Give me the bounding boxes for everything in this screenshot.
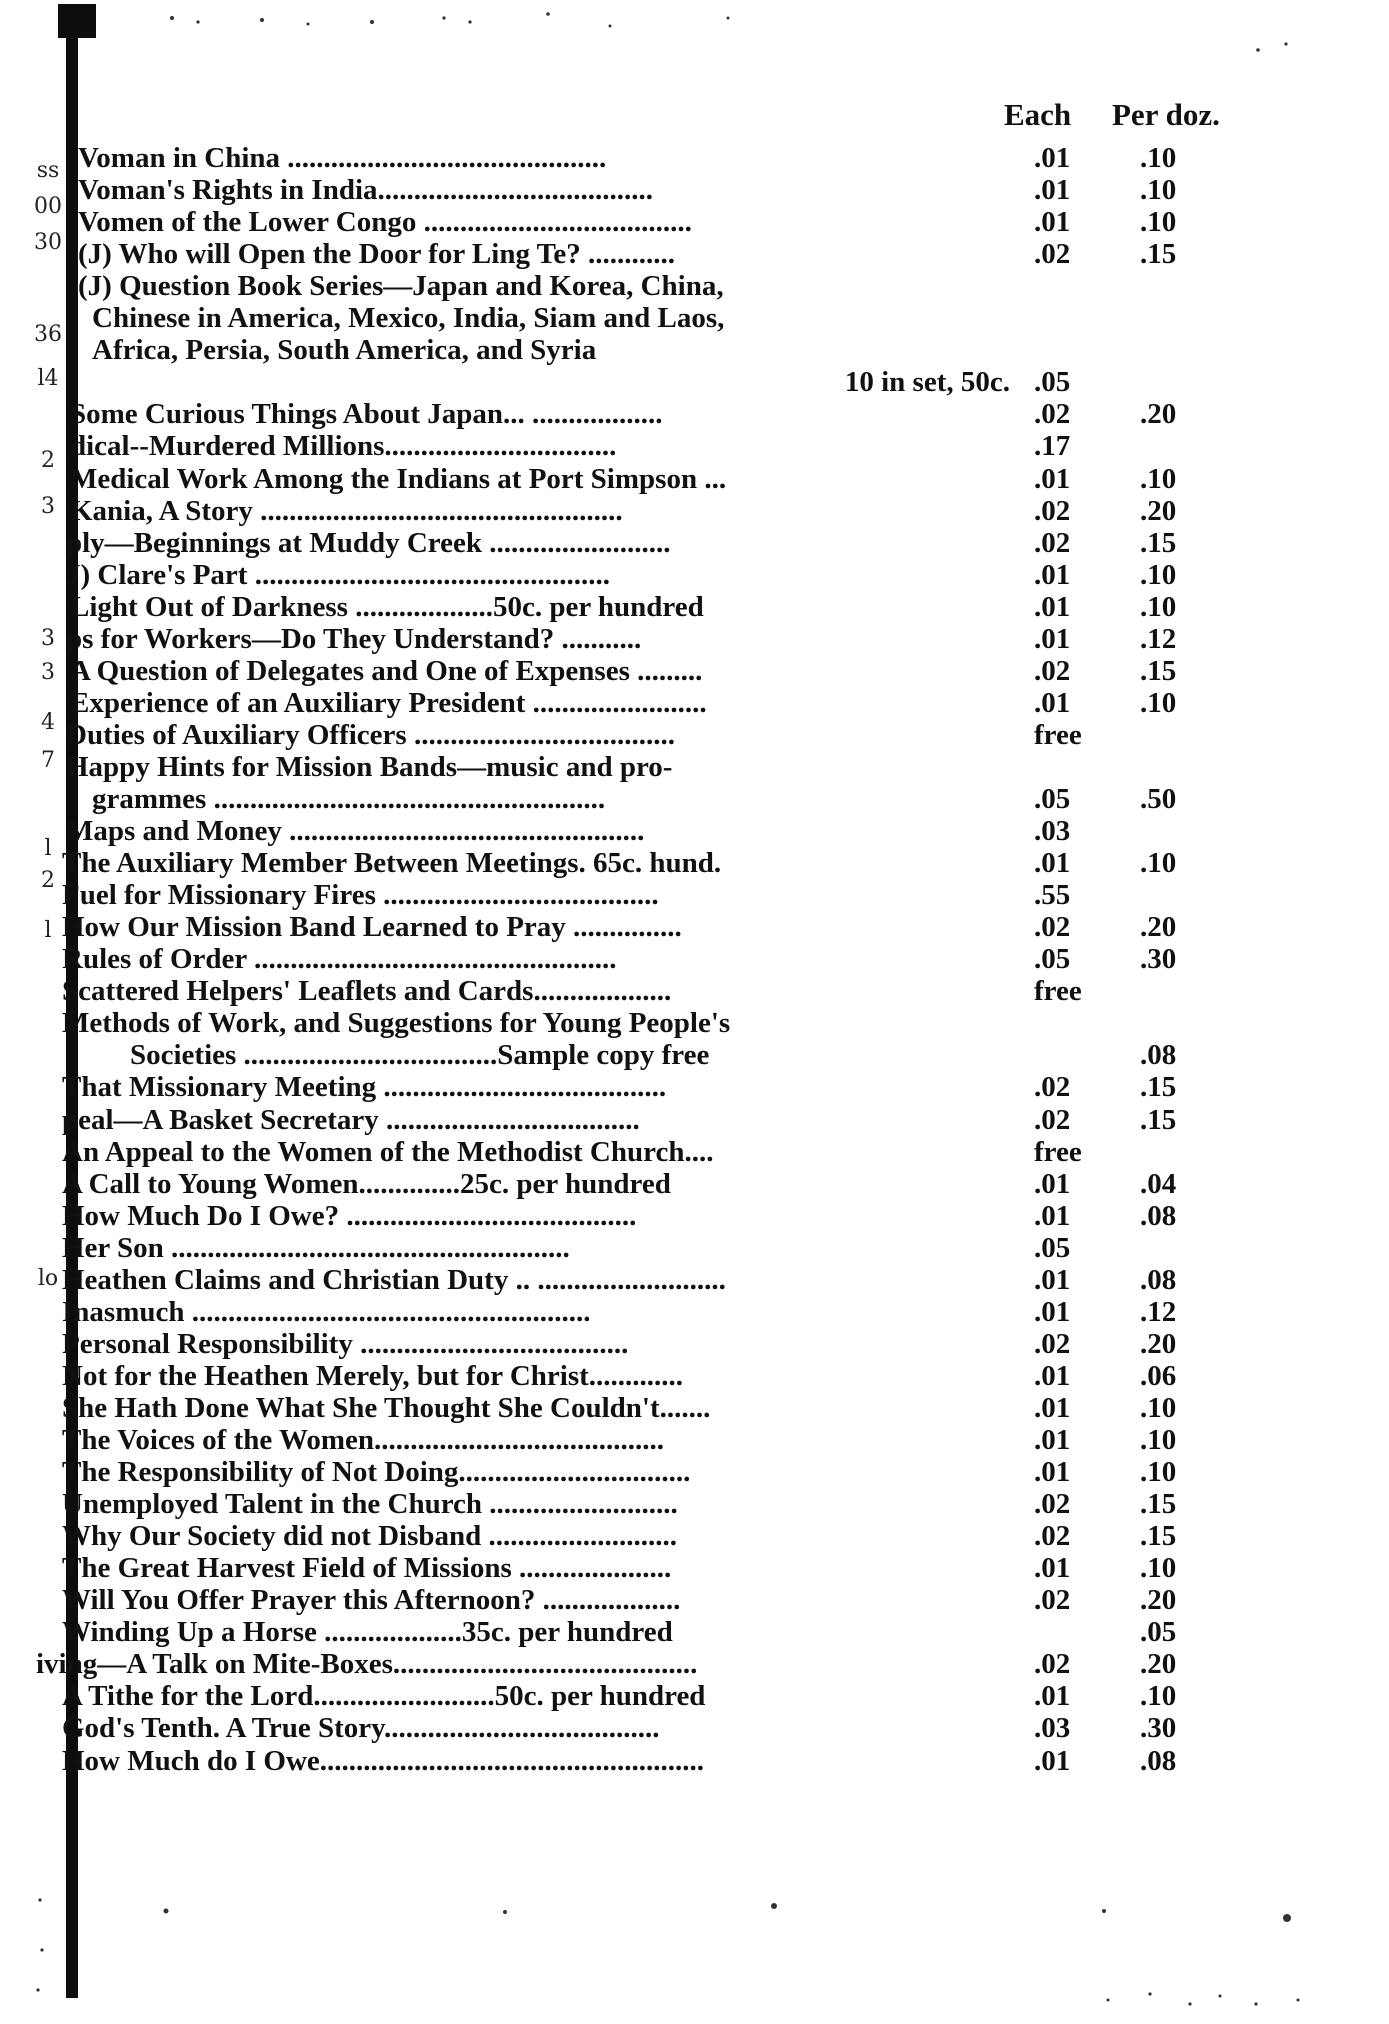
item-price-per-doz: .10: [1140, 1424, 1177, 1456]
list-item: [0, 815, 1389, 847]
item-title: The Voices of the Women........................................: [62, 1424, 665, 1456]
item-price-each: free: [1034, 718, 1082, 751]
item-price-each: .02: [1034, 1488, 1071, 1521]
list-item: [0, 1296, 1389, 1328]
item-title: Rules of Order ..................................................: [62, 943, 617, 976]
item-title: Unemployed Talent in the Church ..........................: [62, 1488, 678, 1521]
list-item: [0, 559, 1389, 591]
item-price-per-doz: .08: [1140, 1039, 1177, 1072]
margin-fragment: 36: [34, 322, 62, 347]
item-title: Voman's Rights in India......................................: [78, 174, 654, 207]
item-title: Personal Responsibility .....................................: [62, 1327, 629, 1360]
item-price-each: .02: [1034, 911, 1071, 944]
item-title: She Hath Done What She Thought She Couldn't.......: [62, 1391, 711, 1424]
item-price-per-doz: .10: [1140, 1552, 1177, 1585]
item-price-each: .02: [1034, 398, 1071, 431]
item-title: (J) Who will Open the Door for Ling Te? ............: [78, 238, 675, 271]
item-title: Chinese in America, Mexico, India, Siam and Laos,: [92, 302, 725, 335]
item-title: J) Clare's Part .................................................: [66, 558, 610, 591]
list-item: [0, 366, 1389, 398]
list-item: [0, 975, 1389, 1007]
item-title: A Question of Delegates and One of Expenses .........: [70, 654, 703, 687]
item-price-each: .02: [1034, 1584, 1071, 1617]
list-item: [0, 847, 1389, 879]
item-price-per-doz: .15: [1140, 1520, 1177, 1553]
item-title: ply—Beginnings at Muddy Creek .........................: [66, 526, 671, 559]
list-item: [0, 655, 1389, 687]
list-item: [0, 463, 1389, 495]
item-price-per-doz: .15: [1140, 1488, 1177, 1521]
column-header-per-doz: Per doz.: [1112, 97, 1220, 132]
list-item: [0, 1200, 1389, 1232]
item-price-per-doz: .15: [1140, 1071, 1177, 1104]
item-price-per-doz: .20: [1140, 494, 1177, 527]
list-item: [0, 398, 1389, 430]
list-item: [0, 748, 1389, 783]
item-title: Maps and Money .................................................: [66, 815, 645, 848]
item-title: iving—A Talk on Mite-Boxes..........................................: [36, 1648, 698, 1681]
item-price-per-doz: .10: [1140, 142, 1177, 174]
list-item: [0, 527, 1389, 559]
item-price-per-doz: .10: [1140, 1456, 1177, 1489]
list-item: [0, 623, 1389, 655]
item-price-each: .02: [1034, 494, 1071, 527]
item-price-each: .05: [1034, 1231, 1071, 1264]
item-price-per-doz: .30: [1140, 943, 1177, 976]
item-price-each: .01: [1034, 462, 1071, 495]
item-price-per-doz: .08: [1140, 1263, 1177, 1296]
margin-fragment: 2: [41, 448, 55, 473]
item-title: grammes ......................................................: [92, 783, 606, 815]
margin-fragment: l: [44, 836, 52, 861]
list-item: [0, 591, 1389, 623]
item-price-each: .01: [1034, 206, 1071, 239]
item-price-per-doz: .10: [1140, 558, 1177, 591]
item-price-each: .02: [1034, 238, 1071, 271]
margin-fragment: 2: [41, 868, 55, 893]
item-price-per-doz: .04: [1140, 1167, 1177, 1200]
item-title: That Missionary Meeting .......................................: [62, 1071, 667, 1104]
item-price-each: .17: [1034, 430, 1071, 463]
list-item: [0, 206, 1389, 238]
item-title: A Call to Young Women..............25c. per hundred: [62, 1167, 671, 1200]
item-price-each: .01: [1034, 1359, 1071, 1392]
list-item: [0, 302, 1389, 334]
item-price-per-doz: .20: [1140, 1584, 1177, 1617]
item-price-per-doz: .15: [1140, 1103, 1177, 1136]
item-price-each: .01: [1034, 1263, 1071, 1296]
item-price-per-doz: .10: [1140, 1391, 1177, 1424]
item-price-each: .05: [1034, 783, 1071, 815]
item-title: The Auxiliary Member Between Meetings. 65c. hund.: [62, 847, 722, 880]
item-price-per-doz: .12: [1140, 622, 1177, 655]
item-price-per-doz: .10: [1140, 462, 1177, 495]
margin-fragment: l: [44, 918, 52, 943]
margin-fragment: 00: [34, 194, 62, 219]
margin-fragment: lo: [37, 1266, 59, 1291]
item-price-per-doz: .20: [1140, 398, 1177, 431]
item-title: 10 in set, 50c.: [844, 366, 1010, 399]
item-price-per-doz: .10: [1140, 1680, 1177, 1713]
item-title: Heathen Claims and Christian Duty .. ..........................: [62, 1263, 726, 1296]
item-title: Africa, Persia, South America, and Syria: [92, 334, 597, 367]
item-price-per-doz: .10: [1140, 174, 1177, 207]
item-price-each: .05: [1034, 943, 1071, 976]
item-price-each: .02: [1034, 526, 1071, 559]
margin-fragment: 3: [41, 494, 55, 519]
list-item: [0, 783, 1389, 815]
item-price-each: .03: [1034, 1712, 1071, 1745]
item-price-each: .01: [1034, 558, 1071, 591]
item-price-per-doz: .10: [1140, 590, 1177, 623]
item-title: dical--Murdered Millions................................: [70, 430, 617, 463]
item-price-each: .01: [1034, 590, 1071, 623]
item-price-each: free: [1034, 1135, 1082, 1168]
item-title: Winding Up a Horse ...................35c. per hundred: [62, 1616, 673, 1649]
list-item: [0, 943, 1389, 975]
item-price-each: .02: [1034, 654, 1071, 687]
list-item: [0, 334, 1389, 366]
list-item: [0, 1136, 1389, 1168]
list-item: [0, 270, 1389, 302]
item-price-each: .02: [1034, 1648, 1071, 1681]
item-title: The Great Harvest Field of Missions .....................: [62, 1552, 672, 1585]
item-price-each: .01: [1034, 1456, 1071, 1489]
item-price-each: .01: [1034, 1167, 1071, 1200]
margin-fragment: 4: [41, 710, 55, 735]
list-item: [0, 1039, 1389, 1071]
list-item: [0, 1520, 1389, 1552]
list-item: [0, 1007, 1389, 1039]
list-item: [0, 1232, 1389, 1264]
item-title: How Much do I Owe.....................................................: [62, 1744, 705, 1777]
item-title: peal—A Basket Secretary ...................................: [62, 1103, 640, 1136]
list-item: [0, 911, 1389, 943]
list-item: [0, 1328, 1389, 1360]
item-price-each: .01: [1034, 847, 1071, 880]
item-title: How Our Mission Band Learned to Pray ...............: [62, 911, 682, 944]
item-title: Vomen of the Lower Congo .....................................: [78, 206, 692, 239]
list-item: [0, 495, 1389, 527]
list-item: [0, 1584, 1389, 1616]
item-price-each: .02: [1034, 1071, 1071, 1104]
item-price-per-doz: .20: [1140, 911, 1177, 944]
item-title: Voman in China ............................................: [78, 142, 607, 174]
item-title: Happy Hints for Mission Bands—music and pro-: [66, 750, 673, 783]
item-title: (J) Question Book Series—Japan and Korea, China,: [78, 270, 724, 303]
item-price-per-doz: .15: [1140, 238, 1177, 271]
list-item: [0, 1264, 1389, 1296]
item-price-per-doz: .15: [1140, 526, 1177, 559]
list-item: [0, 687, 1389, 719]
item-title: Kania, A Story ..................................................: [70, 494, 623, 527]
item-price-per-doz: .08: [1140, 1199, 1177, 1232]
item-title: How Much Do I Owe? ........................................: [62, 1199, 637, 1232]
item-price-per-doz: .20: [1140, 1327, 1177, 1360]
list-item: [0, 142, 1389, 174]
item-price-each: .02: [1034, 1103, 1071, 1136]
item-title: Methods of Work, and Suggestions for Young People's: [62, 1007, 731, 1040]
item-title: Fuel for Missionary Fires ......................................: [62, 879, 659, 912]
margin-fragment: 30: [34, 230, 62, 255]
list-item: [0, 174, 1389, 206]
item-price-each: .05: [1034, 366, 1071, 399]
item-price-each: .01: [1034, 1680, 1071, 1713]
item-price-each: .01: [1034, 622, 1071, 655]
item-title: God's Tenth. A True Story......................................: [62, 1712, 660, 1745]
item-title: Societies ...................................Sample copy free: [130, 1039, 710, 1072]
item-title: Medical Work Among the Indians at Port Simpson ...: [70, 462, 727, 495]
item-price-each: .01: [1034, 142, 1071, 174]
item-price-per-doz: .06: [1140, 1359, 1177, 1392]
item-price-per-doz: .05: [1140, 1616, 1177, 1649]
list-item: [0, 1745, 1389, 1777]
item-price-per-doz: .08: [1140, 1744, 1177, 1777]
item-price-each: .02: [1034, 1520, 1071, 1553]
list-item: [0, 1616, 1389, 1648]
item-title: ps for Workers—Do They Understand? ...........: [66, 622, 642, 655]
column-header-each: Each: [1004, 97, 1072, 132]
list-item: [0, 1680, 1389, 1712]
item-price-per-doz: .20: [1140, 1648, 1177, 1681]
item-price-per-doz: .15: [1140, 654, 1177, 687]
list-item: [0, 1488, 1389, 1520]
margin-fragment: 7: [41, 748, 55, 773]
item-price-per-doz: .10: [1140, 206, 1177, 239]
list-item: [0, 1456, 1389, 1488]
item-price-per-doz: .30: [1140, 1712, 1177, 1745]
list-item: [0, 238, 1389, 270]
item-title: Not for the Heathen Merely, but for Christ.............: [62, 1359, 684, 1392]
item-price-each: .01: [1034, 1295, 1071, 1328]
list-item: [0, 1360, 1389, 1392]
item-price-each: .01: [1034, 1199, 1071, 1232]
item-title: An Appeal to the Women of the Methodist Church....: [62, 1135, 714, 1168]
item-price-each: .55: [1034, 879, 1071, 912]
list-item: [0, 1648, 1389, 1680]
item-price-each: free: [1034, 975, 1082, 1008]
list-item: [0, 1424, 1389, 1456]
list-item: [0, 719, 1389, 751]
item-title: Scattered Helpers' Leaflets and Cards...................: [62, 975, 672, 1008]
list-item: [0, 430, 1389, 462]
item-title: Why Our Society did not Disband ..........................: [62, 1520, 678, 1553]
item-price-each: .01: [1034, 1744, 1071, 1777]
item-title: Inasmuch .......................................................: [62, 1295, 591, 1328]
list-item: [0, 1712, 1389, 1744]
item-title: The Responsibility of Not Doing................................: [62, 1456, 691, 1489]
item-title: Her Son .......................................................: [62, 1231, 570, 1264]
item-price-per-doz: .10: [1140, 847, 1177, 880]
item-price-per-doz: .10: [1140, 686, 1177, 719]
item-price-each: .02: [1034, 1327, 1071, 1360]
list-item: [0, 1552, 1389, 1584]
item-price-each: .01: [1034, 1552, 1071, 1585]
item-title: Some Curious Things About Japan... ..................: [70, 398, 663, 431]
margin-fragment: 3: [41, 660, 55, 685]
list-item: [0, 879, 1389, 911]
item-price-per-doz: .12: [1140, 1295, 1177, 1328]
item-title: A Tithe for the Lord.........................50c. per hundred: [62, 1680, 706, 1713]
item-price-per-doz: .50: [1140, 783, 1177, 815]
margin-fragment: 3: [41, 626, 55, 651]
list-item: [0, 1168, 1389, 1200]
margin-fragment: l4: [37, 366, 59, 391]
item-price-each: .01: [1034, 1391, 1071, 1424]
margin-fragment: ѕs: [36, 158, 60, 183]
item-price-each: .03: [1034, 815, 1071, 848]
list-item: [0, 1392, 1389, 1424]
item-price-each: .01: [1034, 1424, 1071, 1456]
item-title: Experience of an Auxiliary President ........................: [70, 686, 707, 719]
item-price-each: .01: [1034, 174, 1071, 207]
item-price-each: .01: [1034, 686, 1071, 719]
list-item: [0, 1071, 1389, 1103]
item-title: Duties of Auxiliary Officers ....................................: [66, 718, 675, 751]
item-title: Light Out of Darkness ...................50c. per hundred: [70, 590, 704, 623]
item-title: Will You Offer Prayer this Afternoon? ...................: [62, 1584, 681, 1617]
list-item: [0, 1104, 1389, 1136]
